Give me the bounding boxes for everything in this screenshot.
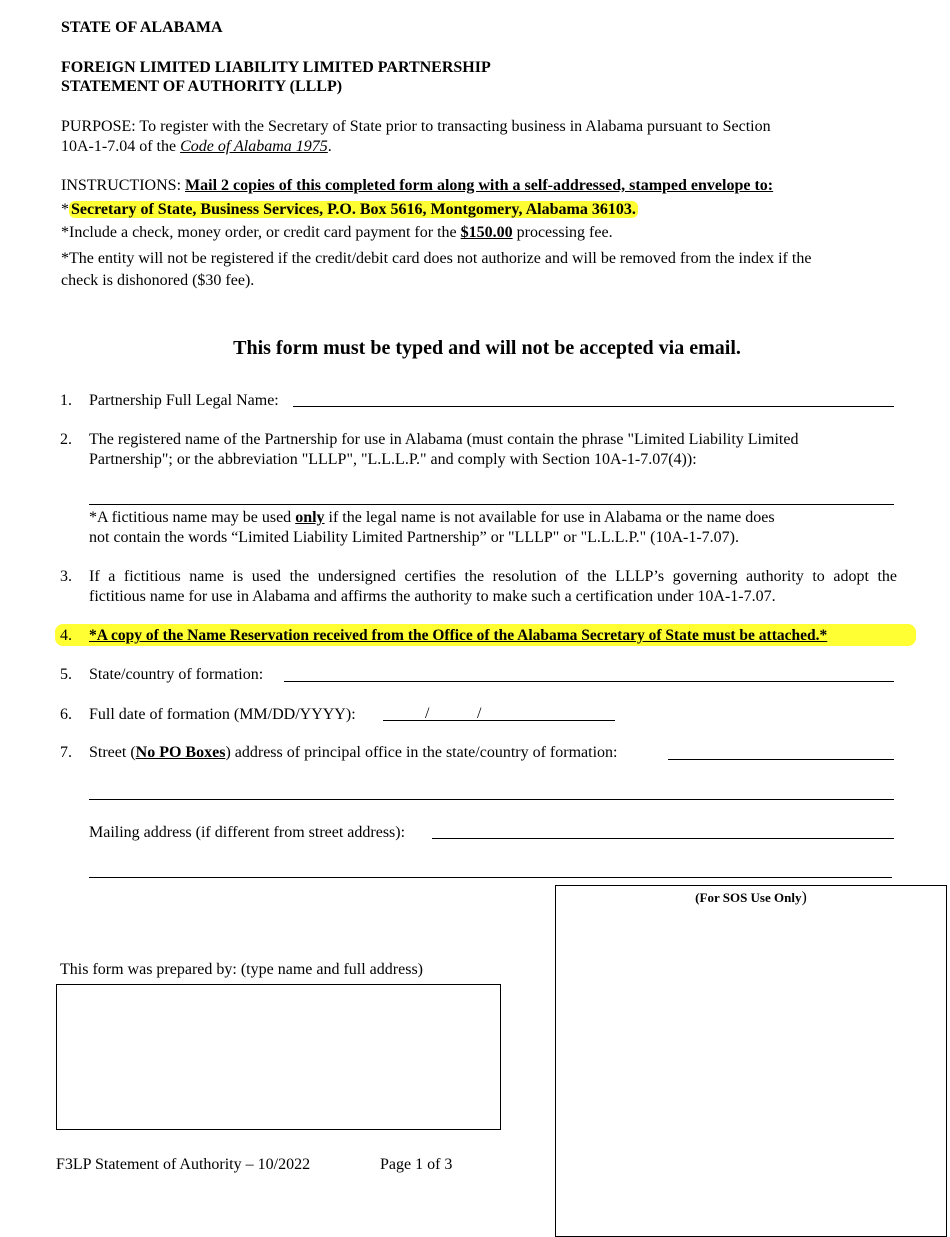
purpose-line1: PURPOSE: To register with the Secretary of State prior to transacting business in Alabama pursuant to Section — [61, 118, 771, 135]
purpose-line2: 10A-1-7.04 of the Code of Alabama 1975. — [61, 138, 332, 155]
warning-line1: *The entity will not be registered if the credit/debit card does not authorize and will be removed from the index if the — [61, 250, 812, 267]
fictitious-note-line2: not contain the words “Limited Liability Limited Partnership” or "LLLP" or "L.L.L.P." (10A-1-7.07). — [89, 529, 739, 546]
formation-state-field[interactable] — [284, 681, 894, 682]
state-heading: STATE OF ALABAMA — [61, 19, 223, 36]
item-number: 1. — [60, 392, 72, 409]
principal-office-label: Street (No PO Boxes) address of principal office in the state/country of formation: — [89, 744, 618, 761]
sos-mailing-address: Secretary of State, Business Services, P.O. Box 5616, Montgomery, Alabama 36103. — [71, 201, 636, 218]
no-po-boxes: No PO Boxes — [135, 744, 226, 761]
mailing-address-label: Mailing address (if different from street address): — [89, 824, 406, 841]
certification-line1: If a fictitious name is used the undersigned certifies the resolution of the LLLP’s governing authority to adopt the — [89, 568, 897, 585]
item-number: 5. — [60, 666, 72, 683]
formation-date-field[interactable] — [383, 720, 615, 721]
mail-instructions: Mail 2 copies of this completed form along with a self-addressed, stamped envelope to: — [185, 177, 774, 194]
formation-date-label: Full date of formation (MM/DD/YYYY): — [89, 706, 356, 723]
registered-name-label-line1: The registered name of the Partnership for use in Alabama (must contain the phrase "Limited Liability Limited — [89, 431, 799, 448]
code-citation: Code of Alabama 1975 — [180, 138, 328, 155]
item-number: 6. — [60, 706, 72, 723]
form-identifier: F3LP Statement of Authority – 10/2022 — [56, 1156, 311, 1173]
item-number: 4. — [60, 627, 72, 644]
form-title-line2: STATEMENT OF AUTHORITY (LLLP) — [61, 78, 343, 95]
item-number: 2. — [60, 431, 72, 448]
only-emphasis: only — [295, 509, 325, 526]
fee-amount: $150.00 — [460, 224, 513, 241]
item-number: 7. — [60, 744, 72, 761]
date-separator: / — [425, 705, 430, 722]
fictitious-note-line1: *A fictitious name may be used only if the legal name is not available for use in Alabama or the name does — [89, 509, 775, 526]
certification-line2: fictitious name for use in Alabama and affirms the authority to make such a certification under 10A-1-7.07. — [89, 588, 776, 605]
page-number: Page 1 of 3 — [380, 1156, 453, 1173]
form-title-line1: FOREIGN LIMITED LIABILITY LIMITED PARTNERSHIP — [61, 59, 491, 76]
date-separator: / — [477, 705, 482, 722]
typed-notice: This form must be typed and will not be accepted via email. — [233, 337, 741, 359]
registered-name-field[interactable] — [89, 504, 894, 505]
sos-use-only-box — [555, 885, 947, 1237]
registered-name-label-line2: Partnership"; or the abbreviation "LLLP", "L.L.L.P." and comply with Section 10A-1-7.07(4)): — [89, 451, 697, 468]
mailing-address-line: * Secretary of State, Business Services, P.O. Box 5616, Montgomery, Alabama 36103. — [61, 201, 636, 218]
mailing-address-field-line2[interactable] — [89, 877, 892, 878]
principal-office-field[interactable] — [668, 759, 894, 760]
prepared-by-box[interactable] — [56, 984, 501, 1130]
mailing-address-field[interactable] — [432, 838, 894, 839]
fee-instructions: *Include a check, money order, or credit card payment for the $150.00 processing fee. — [61, 224, 613, 241]
instructions-line: INSTRUCTIONS: Mail 2 copies of this completed form along with a self-addressed, stamped envelope to: — [61, 177, 774, 194]
principal-office-field-line2[interactable] — [89, 799, 894, 800]
item-number: 3. — [60, 568, 72, 585]
prepared-by-label: This form was prepared by: (type name and full address) — [60, 961, 423, 978]
formation-state-label: State/country of formation: — [89, 666, 264, 683]
name-reservation-requirement: *A copy of the Name Reservation received from the Office of the Alabama Secretary of State must be attached.* — [89, 627, 828, 644]
warning-line2: check is dishonored ($30 fee). — [61, 272, 255, 289]
legal-name-field[interactable] — [293, 406, 894, 407]
sos-use-only-label: (For SOS Use Only) — [695, 889, 807, 906]
legal-name-label: Partnership Full Legal Name: — [89, 392, 279, 409]
